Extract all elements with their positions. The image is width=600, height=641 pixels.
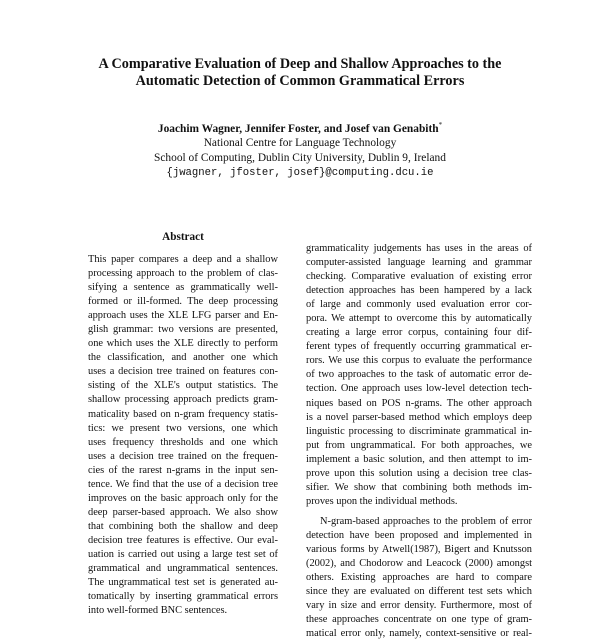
author-names (60, 118, 540, 136)
text-line: improves on the basic approach only for the (88, 492, 278, 504)
text-line: tics: we present two versions, one which (88, 422, 278, 434)
text-line: others. Existing approaches are hard to compare (306, 572, 532, 584)
text-line: ferent types of frequently occurring grammatical er- (306, 341, 532, 353)
text-line: the classification, and another one which (88, 352, 278, 364)
text-line: grammatical and ungrammatical sentences. (88, 563, 278, 575)
text-line: This paper compares a deep and a shallow (88, 254, 278, 265)
author-block (60, 118, 540, 180)
text-line: is a novel parser-based method which employs deep (306, 411, 532, 423)
text-line: shallow processing approach predicts gram- (88, 394, 278, 406)
text-line: cies of the rarest n-grams in the input sen- (88, 464, 278, 476)
text-line: rors. We use this corpus to evaluate the performance (306, 355, 532, 367)
text-line: into well-formed BNC sentences. (88, 605, 228, 617)
text-line: deep parser-based approach. We also show (88, 506, 278, 518)
author-email: {jwagner, jfoster, josef}@computing.dcu.ie (166, 166, 434, 179)
abstract-heading: Abstract (162, 231, 204, 243)
text-line: processing approach to the problem of clas- (88, 268, 278, 280)
text-line: sifying a sentence as grammatically well- (88, 282, 278, 294)
text-line: uses a decision tree trained on features con- (88, 366, 278, 378)
text-line: uation is carried out using a large test set of (88, 548, 278, 560)
text-line: one which uses the XLE directly to perform (88, 338, 278, 350)
text-line: approach uses the XLE LFG parser and En- (88, 310, 278, 322)
text-line: linguistic processing to discriminate grammatical in- (306, 425, 532, 437)
title-line: Automatic Detection of Common Grammatical Errors (135, 73, 465, 89)
text-line: grammaticality judgements has uses in the areas of (306, 243, 532, 254)
text-line: (2002), and Chodorow and Leacock (2000) amongst (306, 558, 532, 570)
text-line: glish grammar: two versions are presented, (88, 324, 278, 336)
text-line: uses frequency thresholds and one which (88, 436, 278, 448)
text-line: uses a decision tree trained on the frequen- (88, 450, 278, 462)
text-line: computer-assisted language learning and grammar (306, 257, 532, 269)
text-line: that combining both the shallow and deep (88, 520, 278, 532)
text-line: decision tree features is effective. Our eval- (88, 534, 278, 546)
text-line: these approaches concentrate on one type of gram- (306, 614, 532, 626)
text-line: formed or ill-formed. The deep processing (88, 296, 278, 308)
text-line: of two approaches to the task of automatic error de- (306, 369, 532, 381)
affiliation-line: National Centre for Language Technology (203, 137, 397, 150)
text-line: pora. We attempt to overcome this by automatically (306, 313, 532, 325)
text-line: tomatically by inserting grammatical errors (88, 591, 278, 603)
introduction-body (306, 242, 532, 641)
text-line: sisting of the XLE's output statistics. The (88, 380, 278, 392)
text-line: detection approaches has been hampered by a lack (306, 285, 532, 297)
text-line: various forms by Atwell(1987), Bigert and Knutsson (306, 543, 532, 555)
title-line: A Comparative Evaluation of Deep and Shallow Approaches to the (98, 56, 502, 72)
text-line: niques based on POS n-grams. The other approach (306, 397, 532, 409)
text-line: matical error only, namely, context-sensitive or real- (306, 628, 532, 640)
author-list: Joachim Wagner, Jennifer Foster, and Josef van Genabith (157, 122, 439, 135)
text-line: maticality based on n-gram frequency statis- (88, 408, 278, 420)
text-line: The ungrammatical test set is generated au- (88, 577, 278, 589)
introduction-paragraph (306, 242, 532, 509)
text-line: implement a basic solution, and then attempt to im- (306, 453, 532, 465)
text-line: since they are evaluated on different test sets which (306, 586, 532, 598)
text-line: prove upon this solution using a decision tree clas- (306, 467, 532, 479)
text-line: N-gram-based approaches to the problem of error (320, 515, 532, 527)
text-line: tection. One approach uses low-level detection tech- (306, 383, 532, 395)
text-line: sifier. We show that combining both methods im- (306, 481, 532, 493)
text-line: detection have been proposed and implemented in (306, 529, 532, 541)
author-footnote-mark: * (438, 121, 443, 129)
text-line: creating a large error corpus, containing four dif- (306, 327, 532, 339)
paper-title (60, 56, 540, 90)
introduction-paragraph (306, 515, 532, 641)
text-line: proves upon the individual methods. (306, 495, 458, 507)
text-line: vary in size and error density. Furthermore, most of (306, 600, 532, 612)
text-line: put from ungrammatical. For both approaches, we (306, 439, 532, 451)
abstract-body (88, 253, 278, 618)
affiliation-line: School of Computing, Dublin City University, Dublin 9, Ireland (154, 151, 446, 164)
text-line: checking. Comparative evaluation of existing error (306, 271, 532, 283)
text-line: tence. We find that the use of a decision tree (88, 478, 278, 490)
text-line: of large and commonly used evaluation error cor- (306, 299, 532, 311)
